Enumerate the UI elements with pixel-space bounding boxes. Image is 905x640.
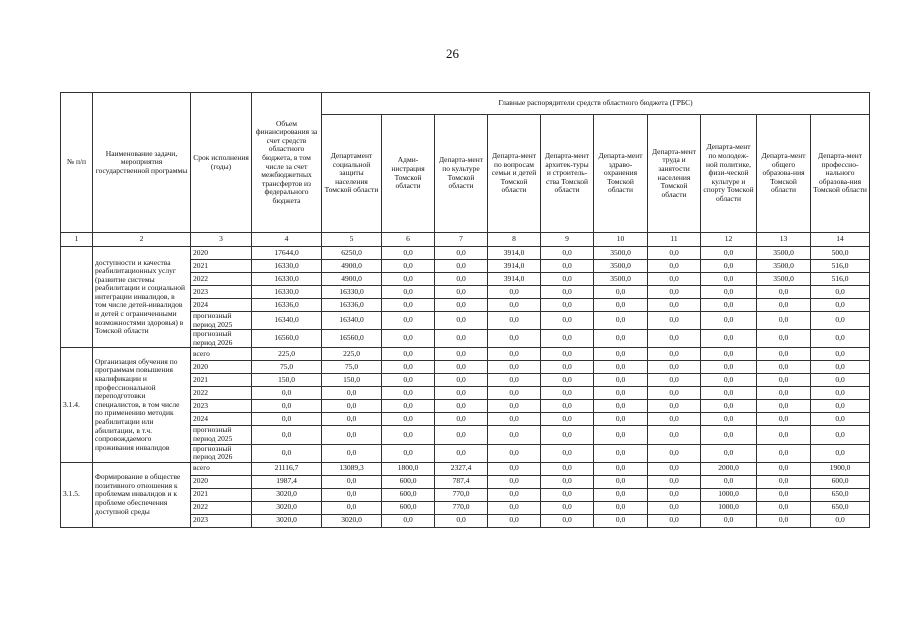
table-body (61, 247, 870, 528)
value-cell: 2000,0 (701, 462, 757, 475)
header-grbs-3: Департа-мент по культуре Томской области (435, 115, 488, 233)
column-number: 8 (488, 233, 541, 247)
value-cell: 0,0 (594, 501, 648, 514)
value-cell: 0,0 (435, 387, 488, 400)
value-cell: 500,0 (811, 247, 870, 260)
value-cell: 3020,0 (322, 514, 382, 527)
value-cell: 0,0 (701, 330, 757, 348)
header-grbs-6: Департа-мент здраво-охранения Томской области (594, 115, 648, 233)
value-cell: 0,0 (435, 312, 488, 330)
period-cell: 2022 (191, 273, 252, 286)
value-cell: 0,0 (435, 286, 488, 299)
value-cell: 0,0 (488, 312, 541, 330)
value-cell: 0,0 (322, 501, 382, 514)
value-cell: 0,0 (811, 312, 870, 330)
header-grbs-1: Департамент социальной защиты населения Томской области (322, 115, 382, 233)
value-cell: 0,0 (435, 400, 488, 413)
value-cell: 0,0 (541, 299, 594, 312)
value-cell: 16336,0 (252, 299, 322, 312)
value-cell: 0,0 (435, 361, 488, 374)
budget-table (60, 92, 870, 528)
value-cell: 0,0 (594, 299, 648, 312)
value-cell: 0,0 (648, 400, 701, 413)
value-cell: 0,0 (648, 361, 701, 374)
value-cell: 0,0 (811, 400, 870, 413)
value-cell: 0,0 (435, 348, 488, 361)
value-cell: 0,0 (701, 426, 757, 444)
value-cell: 0,0 (648, 475, 701, 488)
column-numbers-row (61, 233, 870, 247)
value-cell: 600,0 (382, 488, 435, 501)
value-cell: 0,0 (435, 514, 488, 527)
period-cell: прогнозный период 2026 (191, 330, 252, 348)
value-cell: 0,0 (757, 475, 811, 488)
value-cell: 13089,3 (322, 462, 382, 475)
value-cell: 0,0 (811, 426, 870, 444)
value-cell: 0,0 (757, 426, 811, 444)
period-cell: всего (191, 462, 252, 475)
value-cell: 0,0 (252, 413, 322, 426)
value-cell: 0,0 (488, 475, 541, 488)
value-cell: 0,0 (322, 488, 382, 501)
value-cell: 0,0 (488, 387, 541, 400)
value-cell: 0,0 (541, 400, 594, 413)
value-cell: 0,0 (541, 475, 594, 488)
value-cell: 650,0 (811, 488, 870, 501)
column-number: 12 (701, 233, 757, 247)
value-cell: 0,0 (594, 475, 648, 488)
value-cell: 0,0 (382, 514, 435, 527)
value-cell: 0,0 (594, 286, 648, 299)
table-row (61, 348, 870, 361)
value-cell: 0,0 (701, 475, 757, 488)
period-cell: прогнозный период 2025 (191, 312, 252, 330)
value-cell: 0,0 (252, 400, 322, 413)
value-cell: 0,0 (435, 330, 488, 348)
column-number: 2 (93, 233, 191, 247)
value-cell: 0,0 (811, 514, 870, 527)
period-cell: прогнозный период 2025 (191, 426, 252, 444)
value-cell: 1987,4 (252, 475, 322, 488)
value-cell: 0,0 (757, 400, 811, 413)
column-number: 13 (757, 233, 811, 247)
value-cell: 16560,0 (322, 330, 382, 348)
value-cell: 3914,0 (488, 260, 541, 273)
value-cell: 3020,0 (252, 501, 322, 514)
value-cell: 0,0 (648, 462, 701, 475)
value-cell: 0,0 (701, 514, 757, 527)
value-cell: 0,0 (757, 348, 811, 361)
column-number: 14 (811, 233, 870, 247)
value-cell: 0,0 (648, 273, 701, 286)
value-cell: 0,0 (648, 514, 701, 527)
value-cell: 0,0 (701, 387, 757, 400)
value-cell: 770,0 (435, 488, 488, 501)
column-number: 6 (382, 233, 435, 247)
value-cell: 0,0 (594, 387, 648, 400)
value-cell: 0,0 (382, 361, 435, 374)
value-cell: 516,0 (811, 273, 870, 286)
value-cell: 0,0 (541, 444, 594, 462)
value-cell: 4900,0 (322, 260, 382, 273)
header-grbs-9: Департа-мент общего образова-ния Томской области (757, 115, 811, 233)
value-cell: 0,0 (594, 348, 648, 361)
table-row (61, 247, 870, 260)
header-row-1 (61, 93, 870, 115)
period-cell: 2024 (191, 413, 252, 426)
value-cell: 0,0 (382, 444, 435, 462)
value-cell: 3020,0 (252, 488, 322, 501)
value-cell: 3914,0 (488, 247, 541, 260)
value-cell: 0,0 (648, 286, 701, 299)
value-cell: 0,0 (594, 400, 648, 413)
value-cell: 0,0 (252, 426, 322, 444)
value-cell: 0,0 (648, 330, 701, 348)
value-cell: 0,0 (701, 374, 757, 387)
period-cell: 2022 (191, 501, 252, 514)
value-cell: 0,0 (382, 260, 435, 273)
value-cell: 0,0 (435, 444, 488, 462)
value-cell: 0,0 (382, 247, 435, 260)
value-cell: 3500,0 (757, 247, 811, 260)
item-code: 3.1.4. (61, 348, 93, 462)
item-name: Формирование в обществе позитивного отношения к проблемам инвалидов и к проблеме обеспечения доступной среды (93, 462, 191, 527)
value-cell: 0,0 (382, 400, 435, 413)
value-cell: 0,0 (541, 312, 594, 330)
value-cell: 0,0 (488, 444, 541, 462)
period-cell: 2023 (191, 286, 252, 299)
header-grbs-7: Департа-мент труда и занятости населения Томской области (648, 115, 701, 233)
column-number: 10 (594, 233, 648, 247)
period-cell: 2020 (191, 361, 252, 374)
value-cell: 0,0 (757, 488, 811, 501)
page-number: 26 (446, 46, 459, 61)
value-cell: 0,0 (322, 400, 382, 413)
value-cell: 0,0 (757, 299, 811, 312)
value-cell: 0,0 (435, 413, 488, 426)
value-cell: 0,0 (541, 387, 594, 400)
value-cell: 0,0 (757, 514, 811, 527)
period-cell: 2023 (191, 514, 252, 527)
header-volume: Объем финансирования за счет средств областного бюджета, в том числе за счет межбюджетных трансфертов из федерального бюджета (252, 93, 322, 233)
value-cell: 0,0 (488, 514, 541, 527)
period-cell: прогнозный период 2026 (191, 444, 252, 462)
value-cell: 0,0 (701, 413, 757, 426)
value-cell: 0,0 (811, 413, 870, 426)
value-cell: 0,0 (322, 426, 382, 444)
value-cell: 0,0 (252, 387, 322, 400)
value-cell: 0,0 (594, 374, 648, 387)
value-cell: 3914,0 (488, 273, 541, 286)
value-cell: 600,0 (382, 501, 435, 514)
value-cell: 1900,0 (811, 462, 870, 475)
value-cell: 3020,0 (252, 514, 322, 527)
value-cell: 0,0 (594, 361, 648, 374)
value-cell: 650,0 (811, 501, 870, 514)
value-cell: 0,0 (757, 462, 811, 475)
value-cell: 0,0 (701, 286, 757, 299)
value-cell: 1800,0 (382, 462, 435, 475)
value-cell: 0,0 (648, 312, 701, 330)
value-cell: 0,0 (701, 348, 757, 361)
value-cell: 516,0 (811, 260, 870, 273)
value-cell: 3500,0 (594, 273, 648, 286)
header-grbs-2: Адми-нистрация Томской области (382, 115, 435, 233)
value-cell: 0,0 (541, 260, 594, 273)
value-cell: 0,0 (648, 488, 701, 501)
value-cell: 0,0 (541, 247, 594, 260)
value-cell: 0,0 (382, 374, 435, 387)
period-cell: всего (191, 348, 252, 361)
header-grbs-5: Департа-мент архитек-туры и строитель-ства Томской области (541, 115, 594, 233)
value-cell: 0,0 (757, 361, 811, 374)
item-name: Организация обучения по программам повышения квалификации и профессиональной переподготовки специалистов, в том числе по применению методик реабилитации или абилитации, в т.ч. сопровождаемого проживания инвалидов (93, 348, 191, 462)
value-cell: 2327,4 (435, 462, 488, 475)
value-cell: 16340,0 (252, 312, 322, 330)
value-cell: 0,0 (382, 348, 435, 361)
value-cell: 75,0 (322, 361, 382, 374)
value-cell: 0,0 (594, 488, 648, 501)
value-cell: 0,0 (382, 387, 435, 400)
value-cell: 0,0 (541, 348, 594, 361)
value-cell: 16336,0 (322, 299, 382, 312)
value-cell: 0,0 (322, 444, 382, 462)
value-cell: 0,0 (701, 299, 757, 312)
column-number: 1 (61, 233, 93, 247)
value-cell: 0,0 (488, 462, 541, 475)
value-cell: 0,0 (488, 286, 541, 299)
header-grbs-4: Департа-мент по вопросам семьи и детей Томской области (488, 115, 541, 233)
value-cell: 3500,0 (757, 260, 811, 273)
value-cell: 17644,0 (252, 247, 322, 260)
value-cell: 3500,0 (594, 260, 648, 273)
value-cell: 0,0 (435, 260, 488, 273)
header-name: Наименование задачи, мероприятия государственной программы (93, 93, 191, 233)
value-cell: 0,0 (811, 444, 870, 462)
value-cell: 0,0 (757, 330, 811, 348)
value-cell: 787,4 (435, 475, 488, 488)
value-cell: 0,0 (541, 413, 594, 426)
column-number: 11 (648, 233, 701, 247)
value-cell: 0,0 (648, 299, 701, 312)
period-cell: 2021 (191, 488, 252, 501)
value-cell: 0,0 (811, 348, 870, 361)
value-cell: 0,0 (757, 374, 811, 387)
value-cell: 0,0 (541, 462, 594, 475)
value-cell: 0,0 (648, 348, 701, 361)
value-cell: 0,0 (488, 361, 541, 374)
value-cell: 0,0 (594, 462, 648, 475)
value-cell: 0,0 (757, 501, 811, 514)
table-header (61, 93, 870, 247)
value-cell: 225,0 (252, 348, 322, 361)
value-cell: 0,0 (541, 330, 594, 348)
value-cell: 0,0 (322, 387, 382, 400)
value-cell: 150,0 (322, 374, 382, 387)
value-cell: 0,0 (811, 286, 870, 299)
value-cell: 0,0 (594, 330, 648, 348)
value-cell: 21116,7 (252, 462, 322, 475)
value-cell: 0,0 (541, 273, 594, 286)
period-cell: 2020 (191, 475, 252, 488)
value-cell: 0,0 (322, 413, 382, 426)
value-cell: 0,0 (435, 273, 488, 286)
value-cell: 6250,0 (322, 247, 382, 260)
value-cell: 0,0 (488, 299, 541, 312)
value-cell: 0,0 (648, 260, 701, 273)
value-cell: 16330,0 (252, 286, 322, 299)
value-cell: 0,0 (382, 273, 435, 286)
value-cell: 0,0 (648, 247, 701, 260)
value-cell: 0,0 (648, 501, 701, 514)
value-cell: 0,0 (648, 413, 701, 426)
value-cell: 0,0 (757, 312, 811, 330)
value-cell: 0,0 (382, 330, 435, 348)
value-cell: 0,0 (488, 501, 541, 514)
header-grbs-10: Департа-мент профессио-нального образова-ния Томской области (811, 115, 870, 233)
value-cell: 0,0 (488, 330, 541, 348)
header-grbs-8: Департа-мент по молодеж-ной политике, физи-ческой культуре и спорту Томской области (701, 115, 757, 233)
column-number: 3 (191, 233, 252, 247)
value-cell: 0,0 (811, 374, 870, 387)
column-number: 7 (435, 233, 488, 247)
value-cell: 770,0 (435, 501, 488, 514)
table-row (61, 462, 870, 475)
value-cell: 0,0 (757, 413, 811, 426)
value-cell: 0,0 (811, 299, 870, 312)
value-cell: 0,0 (382, 286, 435, 299)
header-term: Срок исполнения (годы) (191, 93, 252, 233)
value-cell: 0,0 (701, 312, 757, 330)
value-cell: 0,0 (648, 444, 701, 462)
value-cell: 16560,0 (252, 330, 322, 348)
header-grbs-title: Главные распорядители средств областного бюджета (ГРБС) (322, 93, 870, 115)
value-cell: 0,0 (435, 426, 488, 444)
value-cell: 0,0 (648, 426, 701, 444)
value-cell: 16340,0 (322, 312, 382, 330)
header-number: № п/п (61, 93, 93, 233)
value-cell: 0,0 (382, 312, 435, 330)
value-cell: 0,0 (382, 426, 435, 444)
value-cell: 0,0 (488, 348, 541, 361)
value-cell: 0,0 (322, 475, 382, 488)
value-cell: 0,0 (701, 260, 757, 273)
value-cell: 0,0 (648, 374, 701, 387)
value-cell: 16330,0 (322, 286, 382, 299)
column-number: 9 (541, 233, 594, 247)
value-cell: 0,0 (701, 247, 757, 260)
value-cell: 0,0 (382, 299, 435, 312)
value-cell: 0,0 (541, 374, 594, 387)
value-cell: 0,0 (541, 361, 594, 374)
column-number: 5 (322, 233, 382, 247)
period-cell: 2024 (191, 299, 252, 312)
value-cell: 0,0 (594, 426, 648, 444)
value-cell: 0,0 (594, 312, 648, 330)
item-code: 3.1.5. (61, 462, 93, 527)
value-cell: 3500,0 (594, 247, 648, 260)
value-cell: 0,0 (594, 444, 648, 462)
value-cell: 75,0 (252, 361, 322, 374)
value-cell: 0,0 (541, 426, 594, 444)
value-cell: 0,0 (435, 374, 488, 387)
column-number: 4 (252, 233, 322, 247)
value-cell: 0,0 (757, 387, 811, 400)
value-cell: 150,0 (252, 374, 322, 387)
period-cell: 2022 (191, 387, 252, 400)
value-cell: 0,0 (701, 444, 757, 462)
value-cell: 0,0 (541, 514, 594, 527)
value-cell: 225,0 (322, 348, 382, 361)
value-cell: 0,0 (811, 330, 870, 348)
value-cell: 0,0 (811, 387, 870, 400)
value-cell: 0,0 (488, 488, 541, 501)
value-cell: 0,0 (701, 361, 757, 374)
item-name: доступности и качества реабилитационных услуг (развитие системы реабилитации и социальной интеграции инвалидов, в том числе детей-инвалидов и детей с ограниченными возможностями здоровья) в Томской области (93, 247, 191, 348)
value-cell: 0,0 (648, 387, 701, 400)
value-cell: 0,0 (252, 444, 322, 462)
period-cell: 2020 (191, 247, 252, 260)
value-cell: 0,0 (757, 286, 811, 299)
item-code (61, 247, 93, 348)
value-cell: 0,0 (435, 299, 488, 312)
value-cell: 0,0 (594, 413, 648, 426)
value-cell: 0,0 (541, 501, 594, 514)
value-cell: 1000,0 (701, 488, 757, 501)
value-cell: 600,0 (382, 475, 435, 488)
value-cell: 0,0 (701, 273, 757, 286)
period-cell: 2021 (191, 260, 252, 273)
value-cell: 0,0 (541, 286, 594, 299)
period-cell: 2023 (191, 400, 252, 413)
value-cell: 16330,0 (252, 273, 322, 286)
value-cell: 3500,0 (757, 273, 811, 286)
value-cell: 16330,0 (252, 260, 322, 273)
value-cell: 0,0 (435, 247, 488, 260)
value-cell: 0,0 (382, 413, 435, 426)
value-cell: 0,0 (701, 400, 757, 413)
value-cell: 1000,0 (701, 501, 757, 514)
value-cell: 0,0 (488, 413, 541, 426)
value-cell: 600,0 (811, 475, 870, 488)
value-cell: 0,0 (541, 488, 594, 501)
value-cell: 0,0 (811, 361, 870, 374)
value-cell: 0,0 (488, 400, 541, 413)
value-cell: 0,0 (488, 426, 541, 444)
value-cell: 0,0 (488, 374, 541, 387)
value-cell: 4900,0 (322, 273, 382, 286)
value-cell: 0,0 (757, 444, 811, 462)
value-cell: 0,0 (594, 514, 648, 527)
period-cell: 2021 (191, 374, 252, 387)
